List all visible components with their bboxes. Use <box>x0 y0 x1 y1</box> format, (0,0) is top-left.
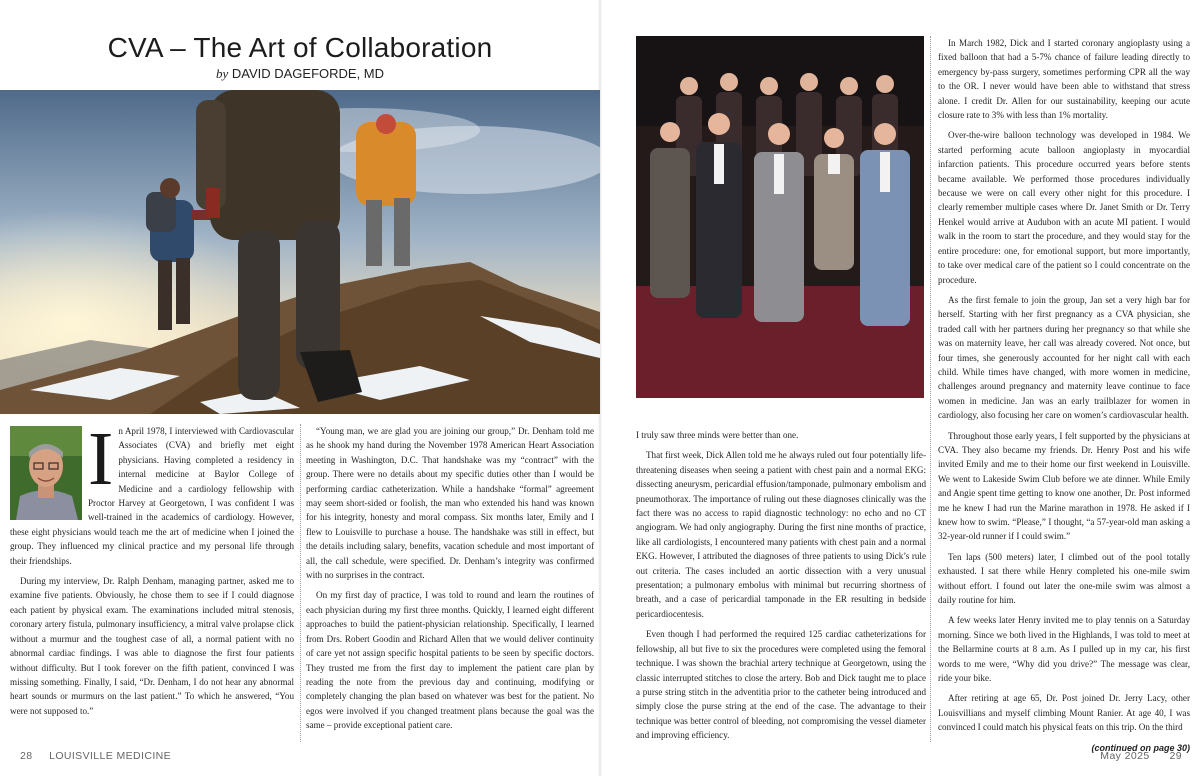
paragraph: A few weeks later Henry invited me to play tennis on a Saturday morning. Since we both lived in the Highlands, I was told to meet at the Bellarmine courts at 8 a.m. As I pulled up in my car, his first words to me were, “Why did you drive?” The message was clear, ride your bike. <box>938 615 1190 684</box>
drop-cap: I <box>88 417 114 501</box>
continued-note: (continued on page 30) <box>1091 742 1190 753</box>
paragraph: I truly saw three minds were better than one. <box>636 430 799 440</box>
byline-prefix: by <box>215 66 229 81</box>
paragraph: Ten laps (500 meters) later, I climbed out of the pool totally exhausted. I sat there while Henry completed his one-mile swim without effort. I found out later the one-mile swim was almost a daily routine for him. <box>938 551 1190 606</box>
paragraph: Even though I had performed the required 125 cardiac catheterizations for fellowship, all but five to six the procedures were completed using the femoral technique. I was shown the brachial artery technique at Georgetown, using the classic interrupted stitches to close the artery. Bob and Dick taught me to place a purse string stitch in the adventitia prior to the catheter being introduced and simply close the purse string at the end of the case. The advantage to their technique was better control of bleeding, not compromising the vessel diameter and improving efficiency. <box>636 629 926 741</box>
hero-image <box>0 90 600 414</box>
author-name: DAVID DAGEFORDE, MD <box>231 66 385 81</box>
page-number-right: 29 <box>1169 750 1182 762</box>
author-portrait <box>10 426 82 520</box>
column-divider <box>300 424 301 742</box>
paragraph: As the first female to join the group, Jan set a very high bar for herself. Starting with her first pregnancy as a CVA physician, she traded call with her partners during her pregnancy so that while she was on maternity leave, her call was already covered. Not once, but four times, she generously accounted for her night call with each child. While times have changed, with more women in medicine, challenges around pregnancy and maternity leave continue to face women in medicine. Jan was an early trailblazer for women in cardiology, also focusing her care on women’s cardiovascular health. <box>938 294 1190 421</box>
body-column-1 <box>10 417 294 724</box>
issue-date: May 2025 <box>1100 750 1150 762</box>
paragraph: That first week, Dick Allen told me he always ruled out four potentially life-threatening diseases when seeing a patient with chest pain and a normal EKG: dissecting aneurysm, pericardial effusion/tamponade, pulmonary embolism and pneumothorax. The importance of ruling out these diagnoses clinically was the fact there was no access to rapid diagnostic technology: no echo and no CT angiogram. We had only angiography. During the first nine months of practice, like all cardiologists, I encountered many patients with chest pain and a normal EKG. However, I attributed the diagnoses of three patients to using Dick’s rule out criteria. The cases included an aortic dissection with a very unusual presentation; a pulmonary embolus with minimal but recurring shortness of breath, and a case of pericardial tamponade in the ER resulting in bedside pericardiocentesis. <box>636 450 926 619</box>
right-page <box>600 0 1200 776</box>
group-portrait-illustration <box>636 36 924 398</box>
paragraph: Throughout those early years, I felt supported by the physicians at CVA. They also became my friends. Dr. Henry Post and his wife invited Emily and me to their home our first weekend in Louisville. We went to Lakeside Swim Club before we ate dinner. While Emily and Angie spent time getting to know one another, Dr. Post informed me he knew I had run the Marine marathon in 1978. He asked if I knew how to swim. “Please,” I thought, “a 57-year-old man asking a 32-year-old runner if I could swim.” <box>938 430 1190 542</box>
byline <box>0 66 600 82</box>
footer-left <box>20 750 171 762</box>
paragraph: During my interview, Dr. Ralph Denham, managing partner, asked me to examine five patients. Obviously, he chose them to see if I could diagnose each patient by physical exam. The examinations included mitral stenosis, coronary artery fistula, pulmonary insufficiency, a mitral valve prolapse click without a murmur and the toughest case of all, a normal patient with no abnormal cardiac findings. I was able to diagnose the first four patients without difficulty. But I took forever on the fifth patient, convinced I was missing something. Finally, I said, “Dr. Denham, I do not hear any abnormal heart sounds or murmurs on the last patient.” To which he answered, “You were not supposed to.” <box>10 576 294 716</box>
footer-right <box>1100 750 1182 762</box>
publication-name: LOUISVILLE MEDICINE <box>49 750 172 762</box>
paragraph: On my first day of practice, I was told to round and learn the routines of each physician during my first three months. Quickly, I learned eight different approaches to build the patient-physician relationship. Specifically, I learned from Drs. Robert Goodin and Richard Allen that we would deliver continuity of care yet not assign specific hospital patients to be seen by specific doctors. They trusted me from the first day to implement the patient care plan by reading the note from the previous day and continuing, modifying or completely changing the plan based on whatever was best for the patient. No egos were involved if you changed treatment plans because the goal was the same – provide exceptional patient care. <box>306 590 594 731</box>
paragraph: In March 1982, Dick and I started coronary angioplasty using a fixed balloon that had a 5-7% chance of failure leading directly to emergency by-pass surgery, sometimes performing CPR all the way to the OR. I never would have been able to withstand that stress alone. I credit Dr. Allen for our sustainability, keeping our acute closure rate to 3% with less than 1% mortality. <box>938 38 1190 121</box>
group-photo <box>636 36 924 398</box>
body-column-4 <box>938 36 1190 755</box>
mountain-hikers-illustration <box>0 90 600 414</box>
paragraph: Over-the-wire balloon technology was developed in 1984. We started performing acute balloon angioplasty in myocardial infarction patients. This procedure occurred years before stents became available. We performed those procedures individually because we were on call every other night for this procedure. I clearly remember multiple cases where Dr. Janet Smith or Dr. Terry Henkel would arrive at Audubon with an acute MI patient. I would walk in the room to start the procedure, and they would stay for the entire procedure: one, for emotional support, but more importantly, to take over medical care of the patient so I could concentrate on the procedure. <box>938 130 1190 285</box>
paragraph: n April 1978, I interviewed with Cardiovascular Associates (CVA) and briefly met eight physicians. Having completed a residency in internal medicine at Baylor College of Medicine and a cardiology fellowship with Proctor Harvey at Georgetown, I was confident I was well-trained in the academics of cardiology. However, these eight physicians would teach me the art of medicine when I joined the group. They influenced my clinical practice and my personal life through their friendships. <box>10 426 294 566</box>
body-column-2 <box>306 424 594 739</box>
author-headshot <box>10 426 82 520</box>
page-number-left: 28 <box>20 750 33 762</box>
article-title: CVA – The Art of Collaboration <box>107 32 493 63</box>
body-column-3 <box>636 428 926 749</box>
paragraph: After retiring at age 65, Dr. Post joined Dr. Jerry Lacy, other Louisvillians and myself climbing Mount Ranier. At age 40, I was convinced I could match his physical feats on this trip. On the third <box>938 693 1190 733</box>
column-divider <box>930 36 931 742</box>
paragraph: “Young man, we are glad you are joining our group,” Dr. Denham told me as he shook my hand during the November 1978 American Heart Association meeting in Washington, D.C. That handshake was my “contract” with the group. There were no details about my specific duties other than I would be performing cardiac catheterization. While a handshake “formal” agreement may seem short-sided or foolish, the man who extended his hand was known for his integrity, honesty and moral compass. Six months later, Emily and I flew to Louisville to purchase a house. The handshake was still in effect, but the details including salary, benefits, vacation schedule and most important of all, the call schedule, were specified. Dr. Denham’s integrity was confirmed with no surprises in the contract. <box>306 426 594 581</box>
